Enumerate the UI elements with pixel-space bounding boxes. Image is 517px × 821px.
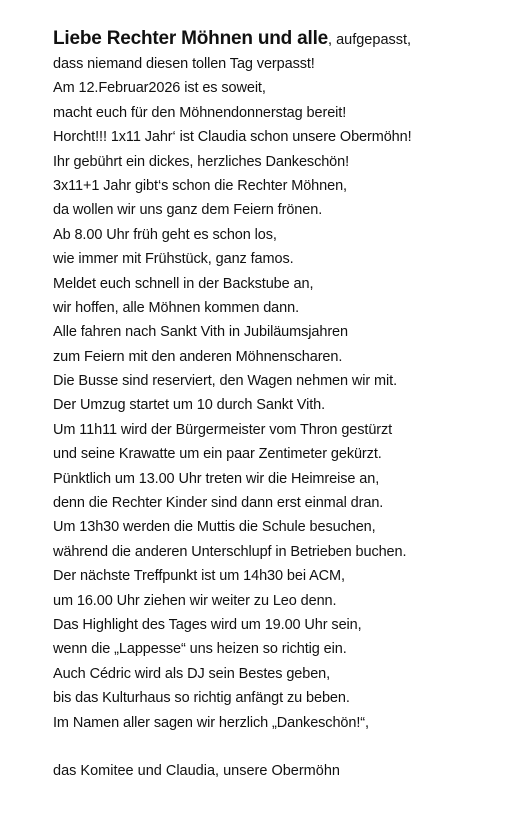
poem-line: um 16.00 Uhr ziehen wir weiter zu Leo denn. bbox=[53, 592, 337, 609]
poem-line: wenn die „Lappesse“ uns heizen so richtig ein. bbox=[53, 641, 347, 658]
poem-line: Um 11h11 wird der Bürgermeister vom Thron gestürzt bbox=[53, 421, 393, 438]
blank-line bbox=[53, 735, 513, 759]
poem-line: wie immer mit Frühstück, ganz famos. bbox=[53, 251, 294, 268]
greeting-line bbox=[53, 26, 513, 52]
greeting-heading: Liebe Rechter Möhnen und alle bbox=[53, 28, 329, 49]
document-page bbox=[53, 26, 513, 784]
poem-line: Auch Cédric wird als DJ sein Bestes geben, bbox=[53, 665, 331, 682]
poem-line: Der Umzug startet um 10 durch Sankt Vith. bbox=[53, 397, 326, 414]
poem-line: und seine Krawatte um ein paar Zentimeter gekürzt. bbox=[53, 446, 382, 463]
poem-line: denn die Rechter Kinder sind dann erst einmal dran. bbox=[53, 495, 384, 512]
signature-line: das Komitee und Claudia, unsere Obermöhn bbox=[53, 763, 340, 780]
poem-line: Die Busse sind reserviert, den Wagen nehmen wir mit. bbox=[53, 373, 398, 390]
poem-line: da wollen wir uns ganz dem Feiern frönen. bbox=[53, 202, 323, 219]
poem-line: Das Highlight des Tages wird um 19.00 Uhr sein, bbox=[53, 616, 362, 633]
poem-line: Meldet euch schnell in der Backstube an, bbox=[53, 275, 314, 292]
poem-line: dass niemand diesen tollen Tag verpasst! bbox=[53, 56, 315, 72]
poem-line: bis das Kulturhaus so richtig anfängt zu beben. bbox=[53, 690, 350, 707]
poem-line: macht euch für den Möhnendonnerstag bereit! bbox=[53, 104, 347, 121]
poem-line: Am 12.Februar2026 ist es soweit, bbox=[53, 80, 266, 97]
poem-line: zum Feiern mit den anderen Möhnenscharen. bbox=[53, 348, 343, 365]
poem-line: Im Namen aller sagen wir herzlich „Dankeschön!“, bbox=[53, 714, 369, 731]
poem-line: Ab 8.00 Uhr früh geht es schon los, bbox=[53, 226, 277, 243]
poem-line: Um 13h30 werden die Muttis die Schule besuchen, bbox=[53, 519, 376, 536]
poem-line: wir hoffen, alle Möhnen kommen dann. bbox=[53, 299, 300, 316]
poem-line: Ihr gebührt ein dickes, herzliches Dankeschön! bbox=[53, 153, 350, 170]
poem-line: während die anderen Unterschlupf in Betrieben buchen. bbox=[53, 543, 407, 560]
poem-line: Horcht!!! 1x11 Jahr‘ ist Claudia schon unsere Obermöhn! bbox=[53, 129, 412, 146]
poem-body bbox=[53, 52, 513, 735]
poem-line: Der nächste Treffpunkt ist um 14h30 bei ACM, bbox=[53, 568, 345, 585]
greeting-continuation: , aufgepasst, bbox=[328, 32, 412, 48]
poem-line: Alle fahren nach Sankt Vith in Jubiläumsjahren bbox=[53, 324, 348, 341]
poem-line: Pünktlich um 13.00 Uhr treten wir die Heimreise an, bbox=[53, 470, 380, 487]
poem-line: 3x11+1 Jahr gibt‘s schon die Rechter Möhnen, bbox=[53, 177, 347, 194]
